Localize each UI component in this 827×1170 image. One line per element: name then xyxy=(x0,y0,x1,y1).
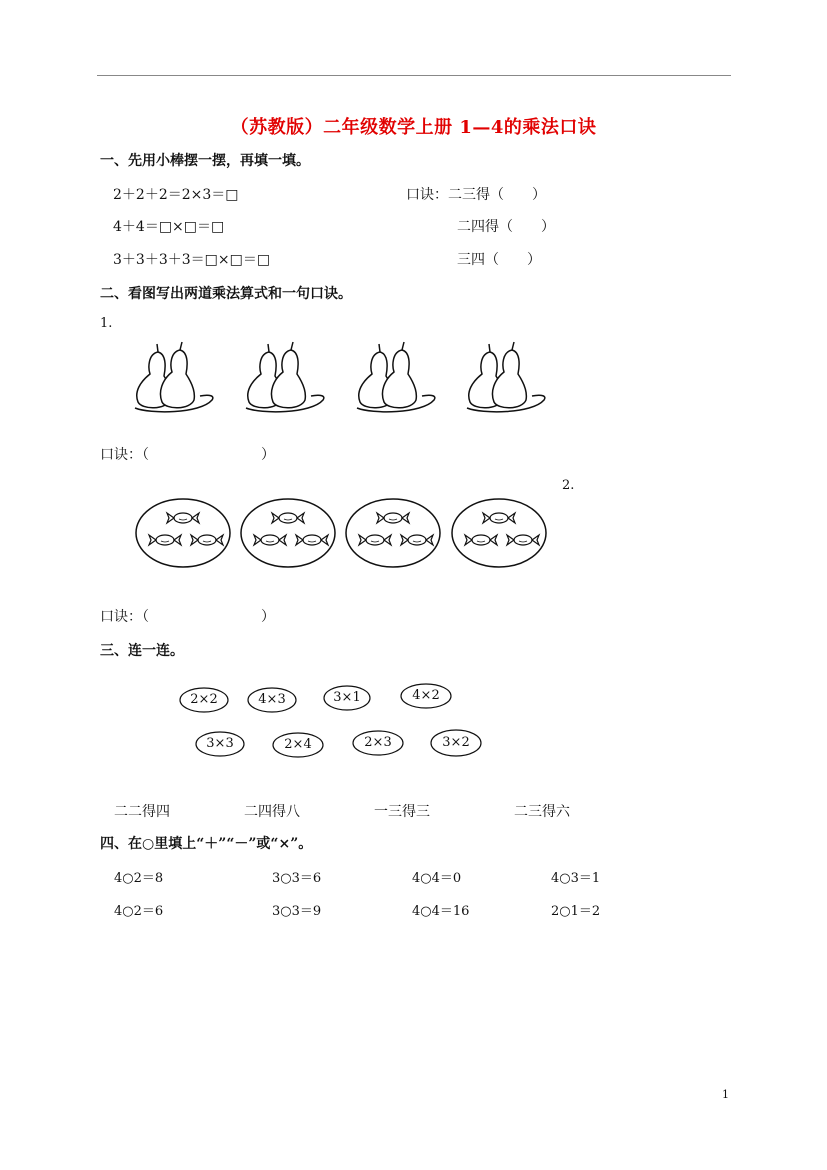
page-title: （苏教版）二年级数学上册 1—4的乘法口诀 xyxy=(230,117,597,138)
s4-r1-1: 4○2＝8 xyxy=(114,871,164,886)
s1-row2-equation: 4＋4＝□×□＝□ xyxy=(113,219,225,235)
pear-pair-2 xyxy=(246,342,324,412)
section-4-heading: 四、在○里填上“＋”“－”或“×”。 xyxy=(100,836,313,852)
candy-plate-1 xyxy=(136,499,230,567)
oval-r2-2-label: 2×4 xyxy=(284,737,312,752)
page-number: 1 xyxy=(722,1088,729,1101)
phrase-3: 一三得三 xyxy=(374,804,430,820)
s1-row3-equation: 3＋3＋3＋3＝□×□＝□ xyxy=(113,252,271,268)
oval-r2-4-label: 3×2 xyxy=(442,735,470,750)
candy-plate-3 xyxy=(346,499,440,567)
candy-plates-illustration xyxy=(135,498,550,573)
oval-r1-4-label: 4×2 xyxy=(412,688,440,703)
section-2-heading: 二、看图写出两道乘法算式和一句口诀。 xyxy=(100,286,352,302)
s4-r2-3: 4○4＝16 xyxy=(412,904,470,919)
s4-r2-2: 3○3＝9 xyxy=(272,904,322,919)
s4-r1-3: 4○4＝0 xyxy=(412,871,462,886)
pear-pair-4 xyxy=(467,342,545,412)
header-rule xyxy=(97,75,731,76)
phrase-2: 二四得八 xyxy=(244,804,300,820)
pear-pair-1 xyxy=(135,342,213,412)
s2-q1-number: 1. xyxy=(100,316,113,331)
s2-q1-koujue: 口诀：（ ） xyxy=(100,447,275,463)
s2-q2-number: 2. xyxy=(562,478,575,493)
section-1-heading: 一、先用小棒摆一摆，再填一填。 xyxy=(100,153,310,169)
s1-row3-koujue: 三四（ ） xyxy=(457,252,541,268)
s4-r2-1: 4○2＝6 xyxy=(114,904,164,919)
s1-row2-koujue: 二四得（ ） xyxy=(457,219,555,235)
oval-r1-2-label: 4×3 xyxy=(258,692,286,707)
s4-r1-2: 3○3＝6 xyxy=(272,871,322,886)
s1-row1-equation: 2＋2＋2＝2×3＝□ xyxy=(113,187,239,203)
pears-illustration xyxy=(130,340,550,415)
oval-r1-3-label: 3×1 xyxy=(333,690,361,705)
pear-pair-3 xyxy=(357,342,435,412)
oval-r2-1-label: 3×3 xyxy=(206,736,234,751)
candy-plate-4 xyxy=(452,499,546,567)
phrase-4: 二三得六 xyxy=(514,804,570,820)
s2-q2-koujue: 口诀：（ ） xyxy=(100,609,275,625)
s1-row1-koujue: 口诀：二三得（ ） xyxy=(406,187,546,203)
oval-r1-1-label: 2×2 xyxy=(190,692,218,707)
section-3-heading: 三、连一连。 xyxy=(100,643,184,659)
s4-r2-4: 2○1＝2 xyxy=(551,904,601,919)
phrase-1: 二二得四 xyxy=(114,804,170,820)
s4-r1-4: 4○3＝1 xyxy=(551,871,601,886)
candy-plate-2 xyxy=(241,499,335,567)
oval-r2-3-label: 2×3 xyxy=(364,735,392,750)
